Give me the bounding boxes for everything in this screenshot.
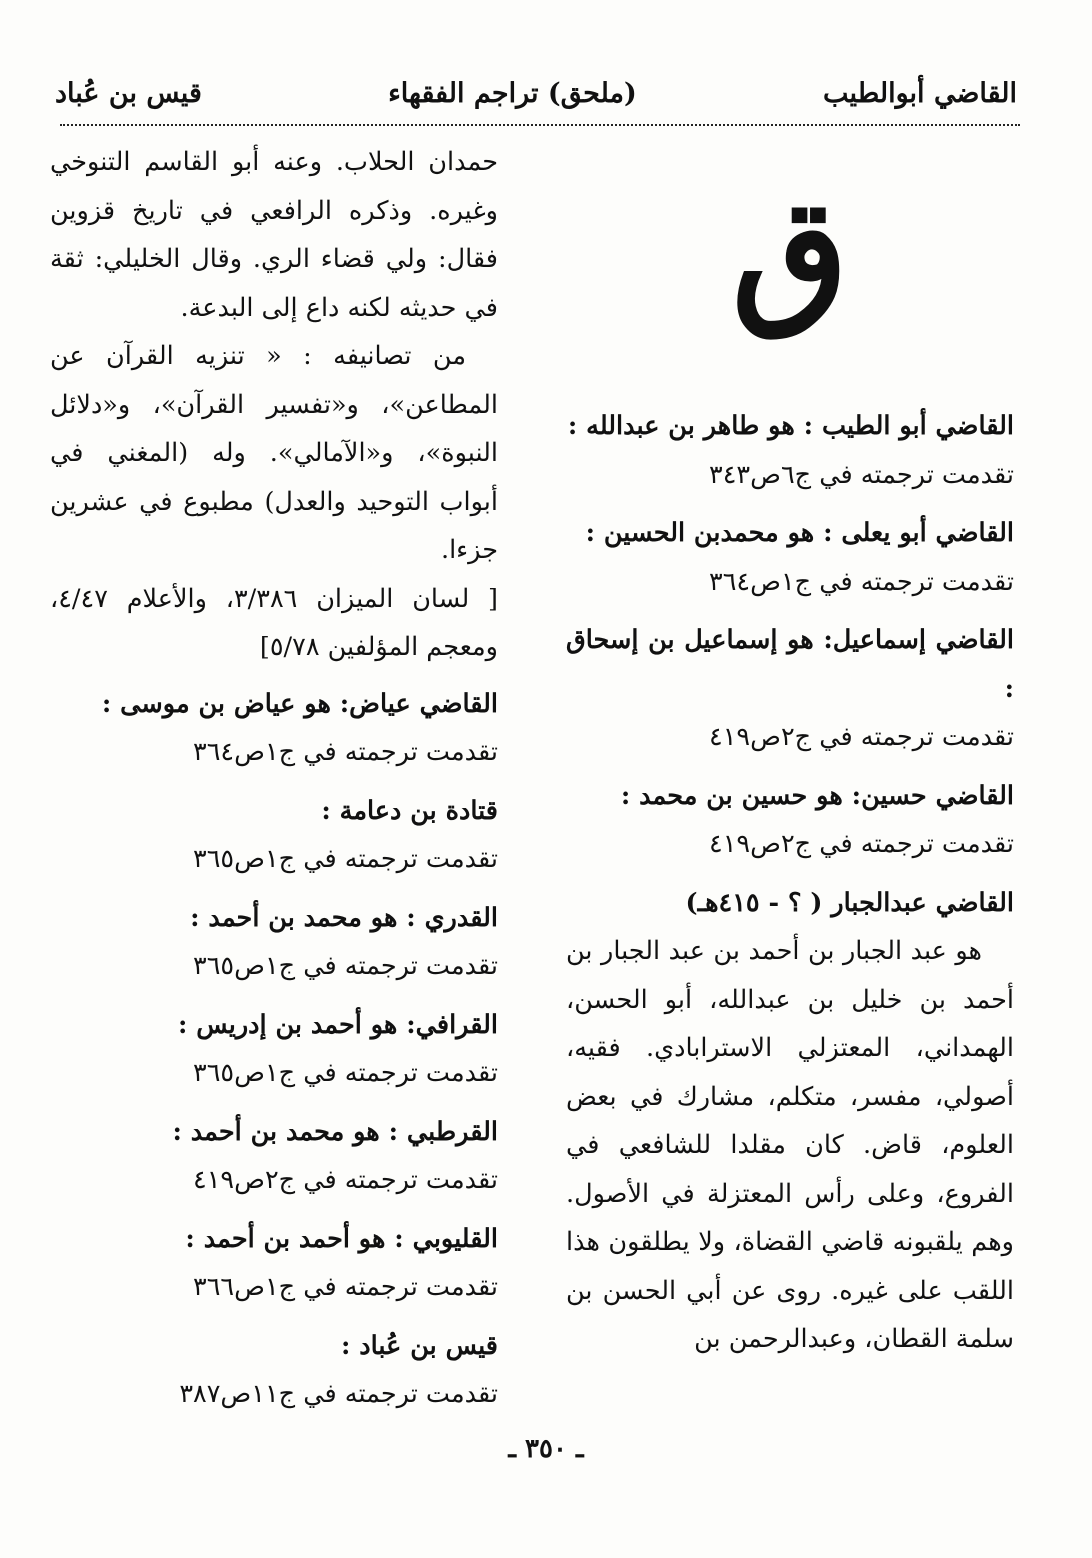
sources-citation: [ لسان الميزان ٣/٣٨٦، والأعلام ٤/٤٧، ومعجم المؤلفين ٥/٧٨] [50,583,499,662]
entry [566,616,1014,762]
entry-reference: تقدمت ترجمته في ج٢ص٤١٩ [709,829,1014,859]
works-paragraph: من تصانيفه : « تنزيه القرآن عن المطاعن»، و«تفسير القرآن»، و«دلائل النبوة»، و«الآمالي». وله (المغني في أبواب التوحيد والعدل) مطبوع في عشرين جزءا. [50,341,498,565]
entry-reference: تقدمت ترجمته في ج٦ص٣٤٣ [709,459,1014,490]
biography-continuation: حمدان الحلاب. وعنه أبو القاسم التنوخي وغيره. وذكره الرافعي في تاريخ قزوين فقال: ولي قضاء الري. وقال الخليلي: ثقة في حديثه لكنه داع إلى البدعة. [50,147,498,323]
entry-title: قتادة بن دعامة : [321,795,498,826]
entry-reference: تقدمت ترجمته في ج١ص٣٦٦ [193,1272,498,1302]
entry [50,1322,498,1419]
entry-title: القاضي عبدالجبار ( ؟ - ٤١٥هـ) [685,887,1014,918]
entry-title: القليوبي : هو أحمد بن أحمد : [185,1223,498,1254]
header-center-title: (ملحق) تراجم الفقهاء [388,78,637,109]
entry-reference: تقدمت ترجمته في ج١ص٣٦٥ [193,844,498,874]
entry-title: القاضي أبو يعلى : هو محمدبن الحسين : [585,518,1014,548]
section-letter: ق [731,165,849,341]
header-dotted-rule [60,124,1020,126]
entry [566,402,1014,499]
entry-reference: تقدمت ترجمته في ج١ص٣٦٤ [193,737,498,767]
entry-title: القرطبي : هو محمد بن أحمد : [172,1116,498,1147]
right-column [566,138,1014,1374]
entry [50,680,498,777]
entry-reference: تقدمت ترجمته في ج٢ص٤١٩ [193,1165,498,1195]
entry [50,1001,498,1098]
entry [50,1215,498,1312]
entry-title: القاضي حسين: هو حسين بن محمد : [620,780,1014,811]
entry [566,509,1014,606]
entry-reference: تقدمت ترجمته في ج١ص٣٦٥ [193,951,498,981]
entry-title: القدري : هو محمد بن أحمد : [190,902,498,933]
left-column [50,138,498,1429]
entry-reference: تقدمت ترجمته في ج٢ص٤١٩ [709,722,1014,752]
entry-title: قيس بن عُباد : [341,1330,498,1361]
entry [50,894,498,991]
entry-title: القاضي عياض: هو عياض بن موسى : [101,688,498,719]
header-right-title: القاضي أبوالطيب [823,78,1017,109]
header-left-title: قيس بن عُباد [55,78,202,109]
entry-abduljabbar [566,879,1014,1364]
entry-reference: تقدمت ترجمته في ج١١ص٣٨٧ [179,1379,498,1409]
entry [50,1108,498,1205]
entry [50,787,498,884]
running-header [55,78,1017,118]
entry-title: القاضي إسماعيل: هو إسماعيل بن إسحاق : [566,625,1014,704]
entry-reference: تقدمت ترجمته في ج١ص٣٦٤ [709,566,1014,597]
entry [566,772,1014,869]
page-number: ـ ٣٥٠ ـ [508,1434,584,1464]
entry-title: القاضي أبو الطيب : هو طاهر بن عبدالله : [567,411,1014,441]
entry-title: القرافي: هو أحمد بن إدريس : [177,1009,498,1040]
biography-paragraph: هو عبد الجبار بن أحمد بن عبد الجبار بن أحمد بن خليل بن عبدالله، أبو الحسن، الهمداني، المعتزلي الاسترابادي. فقيه، أصولي، مفسر، متكلم، مشارك في بعض العلوم، قاض. كان مقلدا للشافعي في الفروع، وعلى رأس المعتزلة في الأصول. وهم يلقبونه قاضي القضاة، ولا يطلقون هذا اللقب على غيره. روى عن أبي الحسن بن سلمة القطان، وعبدالرحمن بن [566,936,1014,1354]
entry-reference: تقدمت ترجمته في ج١ص٣٦٥ [193,1058,498,1088]
